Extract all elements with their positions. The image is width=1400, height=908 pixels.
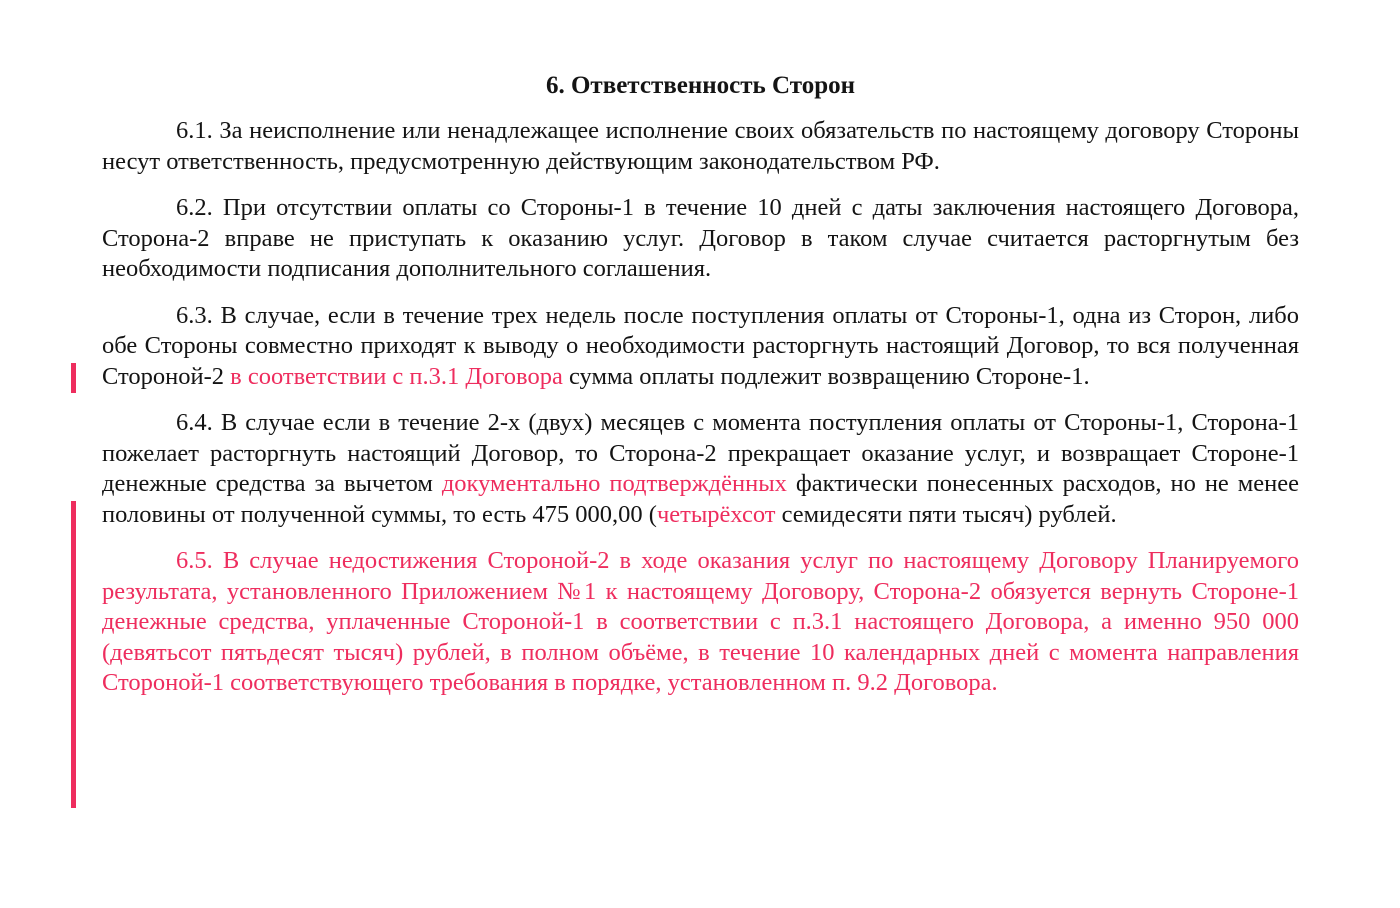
document-body [102, 68, 1299, 715]
clause-6-3-text-part1: 6.3. В случае, если в течение трех недель после поступления оплаты от Стороны-1, одна из Сторон, либо обе Стороны совместно приходят к выводу о необходимости расторгнуть настоящий Договор, то вся полученная Стороной-2 [102, 301, 1299, 390]
clause-6-4 [102, 408, 1299, 530]
clause-6-2-text: 6.2. При отсутствии оплаты со Стороны-1 в течение 10 дней с даты заключения настоящего Договора, Сторона-2 вправе не приступать к оказанию услуг. Договор в таком случае считается расторгнутым без необходимости подписания дополнительного соглашения. [102, 194, 1299, 282]
clause-6-4-text-part3: семидесяти пяти тысяч) рублей. [775, 500, 1117, 528]
clause-6-3 [102, 301, 1299, 393]
clause-6-1 [102, 116, 1299, 177]
clause-6-4-text-part1: 6.4. В случае если в течение 2-х (двух) месяцев с момента поступления оплаты от Стороны-1, Сторона-1 пожелает расторгнуть настоящий Договор, то Сторона-2 прекращает оказание услуг, и возвращает Стороне-1 денежные средства за вычетом [102, 409, 1299, 497]
revision-marker-6-3 [71, 363, 76, 393]
clause-6-2 [102, 193, 1299, 285]
clause-6-5-inserted [102, 546, 1299, 699]
revision-marker-6-4-6-5 [71, 501, 76, 808]
clause-6-3-text-part2: сумма оплаты подлежит возвращению Стороне-1. [562, 362, 1090, 390]
clause-6-4-inserted-text-1: документально подтверждённых [441, 470, 787, 497]
clause-6-3-inserted-text: в соответствии с п.3.1 Договора [230, 362, 563, 390]
clause-6-1-text: 6.1. За неисполнение или ненадлежащее исполнение своих обязательств по настоящему договору Стороны несут ответственность, предусмотренную действующим законодательством РФ. [102, 117, 1299, 175]
clause-6-5-text: 6.5. В случае недостижения Стороной-2 в ходе оказания услуг по настоящему Договору Планируемого результата, установленного Приложением №1 к настоящему Договору, Сторона-2 обязуется вернуть Стороне-1 денежные средства, уплаченные Стороной-1 в соответствии с п.3.1 настоящего Договора, а именно 950 000 (девятьсот пятьдесят тысяч) рублей, в полном объёме, в течение 10 календарных дней с момента направления Стороной-1 соответствующего требования в порядке, установленном п. 9.2 Договора. [102, 547, 1299, 696]
clause-6-4-text-part2: фактически понесенных расходов, но не менее половины от полученной суммы, то есть 475 000,00 ( [102, 470, 1300, 528]
clause-6-4-inserted-text-2: четырёхсот [656, 500, 776, 528]
section-title: 6. Ответственность Сторон [545, 72, 856, 99]
